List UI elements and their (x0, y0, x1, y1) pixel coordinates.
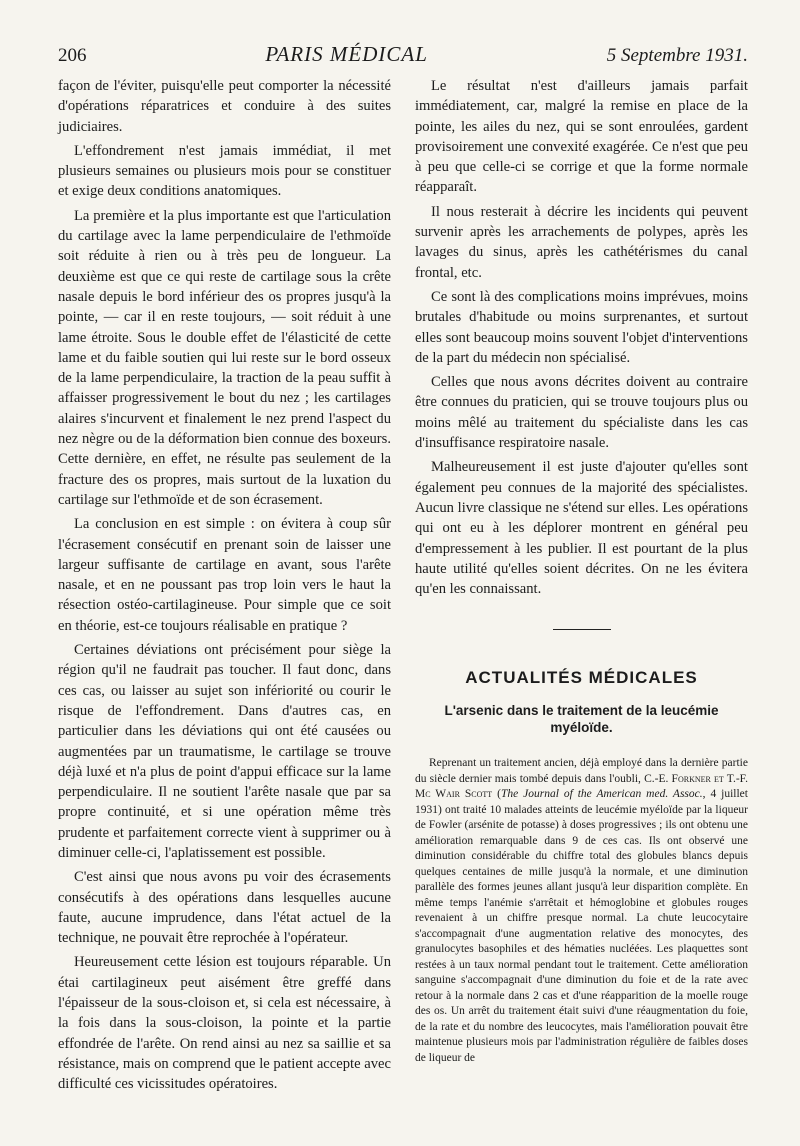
journal-title: PARIS MÉDICAL (265, 42, 428, 66)
article-text: , 4 juillet 1931) ont traité 10 malades atteints de leucémie myéloïde par la liqueur de Fowler (arsénite de potasse) à doses progressives ; ils ont obtenu une amélioration remarquable dans 9 de ces cas. Ils ont observé une diminution considérable du chiffre total des globules blancs depuis quelques centaines de mille jusqu'à la normale, et une diminution parallèle des formes jeunes allant jusqu'à leur disparition complète. En même temps l'anémie s'arrêtait et hémoglobine et globules rouges revenaient à un chiffre presque normal. La chute leucocytaire s'accompagnait d'une augmentation relative des monocytes, des granulocytes basophiles et des hématies nucléées. Les plaquettes sont restées à un taux normal pendant tout le traitement. Cette amélioration sanguine s'accompagnait d'une diminution du foie et de la rate avec retour à la normale dans 2 cas et d'une réapparition de la moelle rouge des os. Un arrêt du traitement était suivi d'une réaugmentation du foie, de la rate et du nombre des leucocytes, mais l'amélioration pouvait être maintenue plusieurs mois par l'administration régulière de faibles doses de liqueur de (415, 788, 748, 1064)
article-paren: ( (492, 788, 501, 801)
issue-date: 5 Septembre 1931. (606, 45, 748, 66)
section-divider (553, 629, 611, 630)
paragraph: C'est ainsi que nous avons pu voir des écrasements consécutifs à des opérations dans lesquelles aucune faute, aucune imprudence, dans l'état actuel de la technique, ne pouvait être reprochée à l'opérateur. (58, 869, 391, 947)
paragraph: Le résultat n'est d'ailleurs jamais parfait immédiatement, car, malgré la remise en place de la pointe, les ailes du nez, qui se sont enroulées, gardent provisoirement une convexité exagérée. Ce n'est que peu à peu que celle-ci se corrige et que la forme normale réapparaît. (415, 78, 748, 196)
paragraph: Celles que nous avons décrites doivent au contraire être connues du praticien, qui se trouve toujours plus ou moins mêlé au traitement du spécialiste dans les cas d'insuffisance respiratoire nasale. (415, 374, 748, 452)
section-title: ACTUALITÉS MÉDICALES (465, 668, 698, 688)
article-title: L'arsenic dans le traitement de la leucémie myéloïde. (444, 703, 719, 736)
left-column (58, 76, 391, 1099)
paragraph: Ce sont là des complications moins imprévues, moins brutales d'habitude ou moins surprenantes, et surtout elles sont beaucoup moins souvent l'objet d'interventions de la part du médecin non spécialisé. (415, 288, 748, 366)
page-number: 206 (58, 45, 87, 66)
article-paragraph (415, 756, 748, 1066)
article-body (415, 756, 748, 1066)
paragraph: Il nous resterait à décrire les incidents qui peuvent survenir après les arrachements de polypes, après les lavages du sinus, après les cathétérismes du canal frontal, etc. (415, 203, 748, 281)
paragraph: Heureusement cette lésion est toujours réparable. Un étai cartilagineux peut aisément être greffé dans l'épaisseur de la sous-cloison et, si cela est nécessaire, à la fois dans la sous-cloison, la pointe et la partie effondrée de l'arête. On rend ainsi au nez sa saillie et sa résistance, mais on comprend que le patient accepte avec difficulté ces vicissitudes opératoires. (58, 954, 391, 1093)
paragraph: façon de l'éviter, puisqu'elle peut comporter la nécessité d'opérations réparatrices et conduire à des suites judiciaires. (58, 78, 391, 135)
page-header (58, 42, 748, 76)
two-column-body (58, 76, 748, 1099)
article-authors: C.-E. Forkner et T.-F. Mc Wair Scott (415, 772, 749, 801)
right-column (415, 76, 748, 1099)
article-source-journal: The Journal of the American med. Assoc. (500, 788, 703, 801)
article-lead: Reprenant un traitement ancien, déjà employé dans la dernière partie du siècle dernier mais tombé depuis dans l'oubli, (415, 757, 748, 785)
paragraph: Certaines déviations ont précisément pour siège la région qu'il ne faudrait pas toucher. Il faut donc, dans ces cas, ou laisser au sujet son infériorité ou courir le risque de l'effondrement. Dans d'autres cas, en particulier dans les déviations qui ont été causées ou augmentées par un traumatisme, le cartilage se trouve déjà luxé et n'a plus de point d'appui efficace sur la lame perpendiculaire. Il ne soutient l'arête nasale que par sa propre continuité, et si une opération même très prudente et parfaitement correcte vient à supprimer ou à diminuer celle-ci, l'aplatissement est possible. (58, 642, 391, 861)
paragraph: L'effondrement n'est jamais immédiat, il met plusieurs semaines ou plusieurs mois pour se constituer et exige deux conditions anatomiques. (58, 142, 391, 200)
paragraph: La première et la plus importante est que l'articulation du cartilage avec la lame perpendiculaire de l'ethmoïde soit réduite à rien ou à très peu de longueur. La deuxième est que ce qui reste de cartilage sous la crête nasale depuis le bord inférieur des os propres jusqu'à la pointe, — car il en reste toujours, — soit réduit à une lame étroite. Sous le double effet de l'élasticité de cette lame et du faible soutien qui lui reste sur le bord osseux de la lame perpendiculaire, la traction de la peau suffit à affaisser progressivement le bout du nez ; les cartilages alaires s'incurvent et finalement le nez prend l'aspect du nez nègre ou de la déformation bien connue des boxeurs. Cette dernière, en effet, ne résulte pas seulement de la fracture des os propres, mais surtout de la luxation du cartilage sur l'ethmoïde et de son écrasement. (58, 207, 391, 508)
paragraph: La conclusion en est simple : on évitera à coup sûr l'écrasement consécutif en prenant soin de laisser une largeur suffisante de cartilage en avant, sous l'arête nasale, et en ne poussant pas trop loin vers le haut la résection ostéo-cartilagineuse. Pour simple que ce soit en théorie, est-ce toujours réalisable en pratique ? (58, 516, 391, 634)
paragraph: Malheureusement il est juste d'ajouter qu'elles sont également peu connues de la majorité des spécialistes. Aucun livre classique ne s'étend sur elles. Les opérations qui ont eu à les déplorer montrent en général peu d'empressement à les publier. Il est pourtant de la plus haute utilité qu'elles soient décrites. On ne les évitera qu'en les connaissant. (415, 459, 748, 598)
